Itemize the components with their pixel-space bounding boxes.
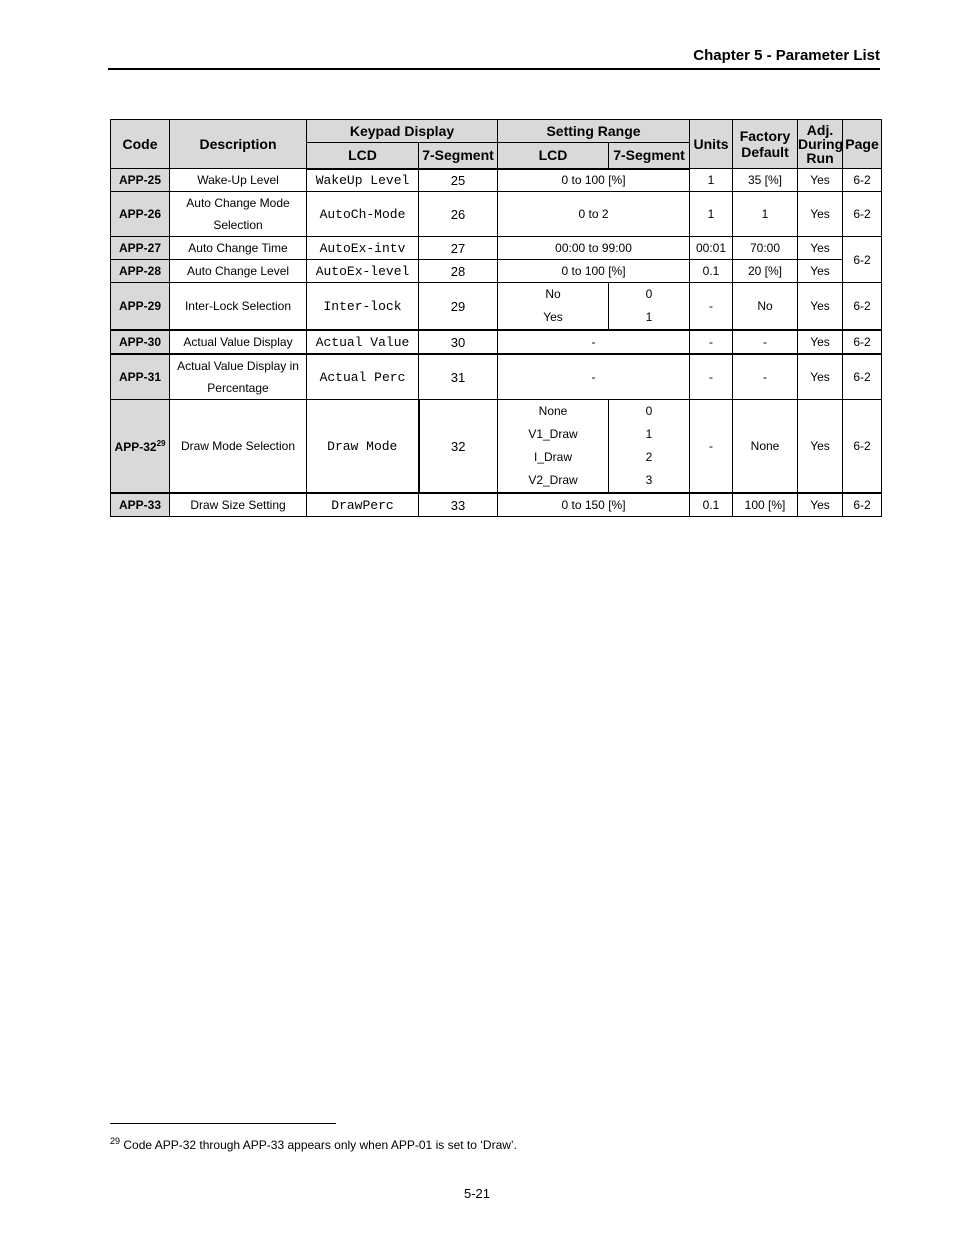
option-7seg: 3	[645, 473, 653, 487]
param-description: Inter-Lock Selection	[170, 283, 307, 331]
range-7seg-options	[609, 400, 690, 494]
setting-range: 0 to 100 [%]	[498, 169, 690, 192]
range-lcd-options	[498, 283, 609, 331]
keypad-7seg: 27	[419, 237, 498, 260]
factory-default: 1	[733, 192, 798, 237]
col-keypad-display: Keypad Display	[307, 120, 498, 143]
setting-range: -	[498, 330, 690, 354]
adj-during-run: Yes	[798, 192, 843, 237]
units: -	[690, 330, 733, 354]
col-description: Description	[170, 120, 307, 169]
param-code: APP-30	[111, 330, 170, 354]
col-setting-range: Setting Range	[498, 120, 690, 143]
setting-range: 0 to 2	[498, 192, 690, 237]
param-code: APP-27	[111, 237, 170, 260]
adj-during-run: Yes	[798, 237, 843, 260]
range-7seg-options	[609, 283, 690, 331]
param-code: APP-29	[111, 283, 170, 331]
keypad-7seg: 28	[419, 260, 498, 283]
option-lcd: Yes	[543, 310, 563, 324]
factory-default: No	[733, 283, 798, 331]
page-ref: 6-2	[843, 354, 882, 400]
adj-during-run: Yes	[798, 354, 843, 400]
option-lcd: V1_Draw	[528, 427, 578, 441]
keypad-lcd: Draw Mode	[307, 400, 419, 494]
table-row	[111, 354, 882, 400]
units: 0.1	[690, 493, 733, 517]
adj-during-run: Yes	[798, 169, 843, 192]
adj-during-run: Yes	[798, 260, 843, 283]
keypad-7seg: 30	[419, 330, 498, 354]
param-description: Actual Value Display	[170, 330, 307, 354]
keypad-lcd: AutoEx-level	[307, 260, 419, 283]
units: 00:01	[690, 237, 733, 260]
table-row	[111, 260, 882, 283]
col-adj-during-run: Adj. During Run	[798, 120, 843, 169]
table-row	[111, 400, 882, 494]
keypad-7seg: 29	[419, 283, 498, 331]
factory-default: None	[733, 400, 798, 494]
page-ref: 6-2	[843, 237, 882, 283]
param-code	[111, 400, 170, 494]
page-ref: 6-2	[843, 192, 882, 237]
adj-during-run: Yes	[798, 493, 843, 517]
footnote-number: 29	[110, 1136, 121, 1146]
param-description: Wake-Up Level	[170, 169, 307, 192]
col-factory-default: Factory Default	[733, 120, 798, 169]
units: 1	[690, 169, 733, 192]
keypad-lcd: Inter-lock	[307, 283, 419, 331]
param-description: Auto Change Level	[170, 260, 307, 283]
param-code: APP-33	[111, 493, 170, 517]
parameter-table	[110, 119, 882, 517]
option-lcd: I_Draw	[534, 450, 573, 464]
footnote-text: Code APP-32 through APP-33 appears only when APP-01 is set to ‘Draw’.	[123, 1138, 517, 1152]
param-code: APP-31	[111, 354, 170, 400]
col-units: Units	[690, 120, 733, 169]
page-number: 5-21	[463, 1186, 491, 1201]
page-ref: 6-2	[843, 169, 882, 192]
col-keypad-7seg: 7-Segment	[419, 143, 498, 169]
page-ref: 6-2	[843, 400, 882, 494]
footnote-divider	[110, 1123, 336, 1124]
units: 1	[690, 192, 733, 237]
range-lcd-options	[498, 400, 609, 494]
param-description: Auto Change Mode Selection	[170, 192, 307, 237]
factory-default: -	[733, 330, 798, 354]
setting-range: 0 to 150 [%]	[498, 493, 690, 517]
option-7seg: 1	[645, 310, 653, 324]
footnote	[110, 1136, 517, 1152]
keypad-7seg: 25	[419, 169, 498, 192]
page-header	[108, 46, 880, 70]
factory-default: 100 [%]	[733, 493, 798, 517]
units: -	[690, 283, 733, 331]
setting-range: 00:00 to 99:00	[498, 237, 690, 260]
keypad-7seg: 31	[419, 354, 498, 400]
col-code: Code	[111, 120, 170, 169]
param-code: APP-28	[111, 260, 170, 283]
page-ref: 6-2	[843, 330, 882, 354]
param-description: Actual Value Display in Percentage	[170, 354, 307, 400]
table-row	[111, 493, 882, 517]
factory-default: 70:00	[733, 237, 798, 260]
setting-range: -	[498, 354, 690, 400]
keypad-lcd: AutoCh-Mode	[307, 192, 419, 237]
units: 0.1	[690, 260, 733, 283]
param-code: APP-25	[111, 169, 170, 192]
param-code: APP-26	[111, 192, 170, 237]
factory-default: 20 [%]	[733, 260, 798, 283]
param-description: Draw Mode Selection	[170, 400, 307, 494]
chapter-title: Chapter 5 - Parameter List	[693, 47, 880, 64]
keypad-lcd: Actual Perc	[307, 354, 419, 400]
footnote-ref: 29	[156, 438, 166, 448]
param-description: Draw Size Setting	[170, 493, 307, 517]
table-row	[111, 330, 882, 354]
page-ref: 6-2	[843, 493, 882, 517]
param-code-text: APP-32	[114, 439, 157, 454]
keypad-lcd: WakeUp Level	[307, 169, 419, 192]
keypad-7seg: 26	[419, 192, 498, 237]
units: -	[690, 354, 733, 400]
option-lcd: None	[538, 404, 568, 418]
table-row	[111, 237, 882, 260]
option-lcd: V2_Draw	[528, 473, 578, 487]
option-lcd: No	[545, 287, 561, 301]
factory-default: 35 [%]	[733, 169, 798, 192]
col-keypad-lcd: LCD	[307, 143, 419, 169]
keypad-lcd: AutoEx-intv	[307, 237, 419, 260]
param-description: Auto Change Time	[170, 237, 307, 260]
factory-default: -	[733, 354, 798, 400]
adj-during-run: Yes	[798, 283, 843, 331]
keypad-lcd: Actual Value	[307, 330, 419, 354]
page-ref: 6-2	[843, 283, 882, 331]
option-7seg: 0	[645, 404, 653, 418]
col-page: Page	[843, 120, 882, 169]
adj-during-run: Yes	[798, 330, 843, 354]
col-range-lcd: LCD	[498, 143, 609, 169]
option-7seg: 2	[645, 450, 653, 464]
table-row	[111, 192, 882, 237]
units: -	[690, 400, 733, 494]
keypad-lcd: DrawPerc	[307, 493, 419, 517]
col-range-7seg: 7-Segment	[609, 143, 690, 169]
keypad-7seg: 33	[419, 493, 498, 517]
table-row	[111, 169, 882, 192]
keypad-7seg: 32	[419, 400, 498, 494]
adj-during-run: Yes	[798, 400, 843, 494]
table-row	[111, 283, 882, 331]
option-7seg: 0	[645, 287, 653, 301]
option-7seg: 1	[645, 427, 653, 441]
setting-range: 0 to 100 [%]	[498, 260, 690, 283]
